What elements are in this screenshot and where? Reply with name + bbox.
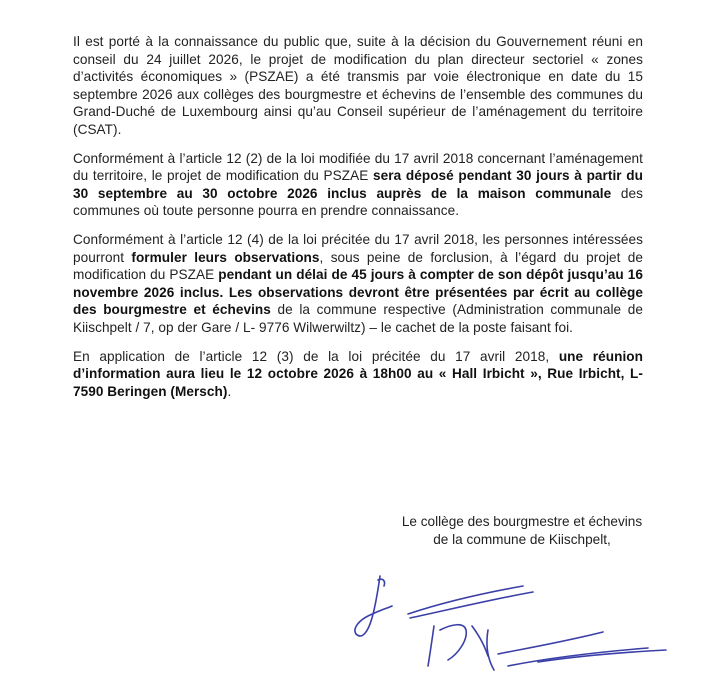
paragraph-3-bold-b: formuler leurs observations [131, 249, 320, 265]
handwritten-signature [348, 570, 678, 675]
paragraph-deposit [73, 150, 643, 220]
paragraph-3-text-e: de la commune respective (Administration communale de Kiischpelt / 7, op der Gare / L- 9776 Wilwerwiltz) – le cachet de la poste faisant foi. [73, 302, 643, 335]
paragraph-4-text-c: . [227, 383, 232, 399]
notice-body [73, 33, 643, 411]
paragraph-observations [73, 231, 643, 337]
closing-line-2: de la commune de Kiischpelt, [433, 532, 611, 547]
paragraph-2-text-c: des communes où toute personne pourra en prendre connaissance. [73, 185, 643, 219]
paragraph-3-text-c: , sous peine de forclusion, à l’égard du projet de modification du PSZAE [73, 249, 643, 283]
paragraph-transmission [73, 33, 643, 139]
paragraph-4-bold: une réunion d’information aura lieu le 12 octobre 2026 à 18h00 au « Hall Irbicht », Rue Irbicht, L-7590 Beringen (Mersch) [73, 348, 643, 399]
paragraph-1-text: Il est porté à la connaissance du public que, suite à la décision du Gouvernement réuni en conseil du 24 juillet 2026, le projet de modification du plan directeur sectoriel « zones d’activités économiques » (PSZAE) a été transmis par voie électronique en date du 15 septembre 2026 aux collèges des bourgmestre et échevins de l’ensemble des communes du Grand-Duché de Luxembourg ainsi qu’au Conseil supérieur de l’aménagement du territoire (CSAT). [73, 34, 643, 137]
paragraph-3-text-a: Conformément à l’article 12 (4) de la loi précitée du 17 avril 2018, les personnes intéressées pourront [73, 231, 643, 265]
paragraph-meeting [73, 348, 643, 401]
closing-line-1: Le collège des bourgmestre et échevins [401, 514, 643, 529]
paragraph-3-bold-d: pendant un délai de 45 jours à compter de son dépôt jusqu’au 16 novembre 2026 inclus. Les observations devront être présentées par écrit au collège des bourgmestre et échevins [73, 267, 643, 318]
paragraph-4-text-a: En application de l’article 12 (3) de la loi précitée du 17 avril 2018, [73, 348, 559, 364]
closing-block [372, 513, 672, 549]
paragraph-2-bold: sera déposé pendant 30 jours à partir du 30 septembre au 30 octobre 2026 inclus auprès de la maison communale [73, 168, 643, 201]
paragraph-2-text-a: Conformément à l’article 12 (2) de la loi modifiée du 17 avril 2018 concernant l’aménagement du territoire, le projet de modification du PSZAE [73, 150, 643, 184]
